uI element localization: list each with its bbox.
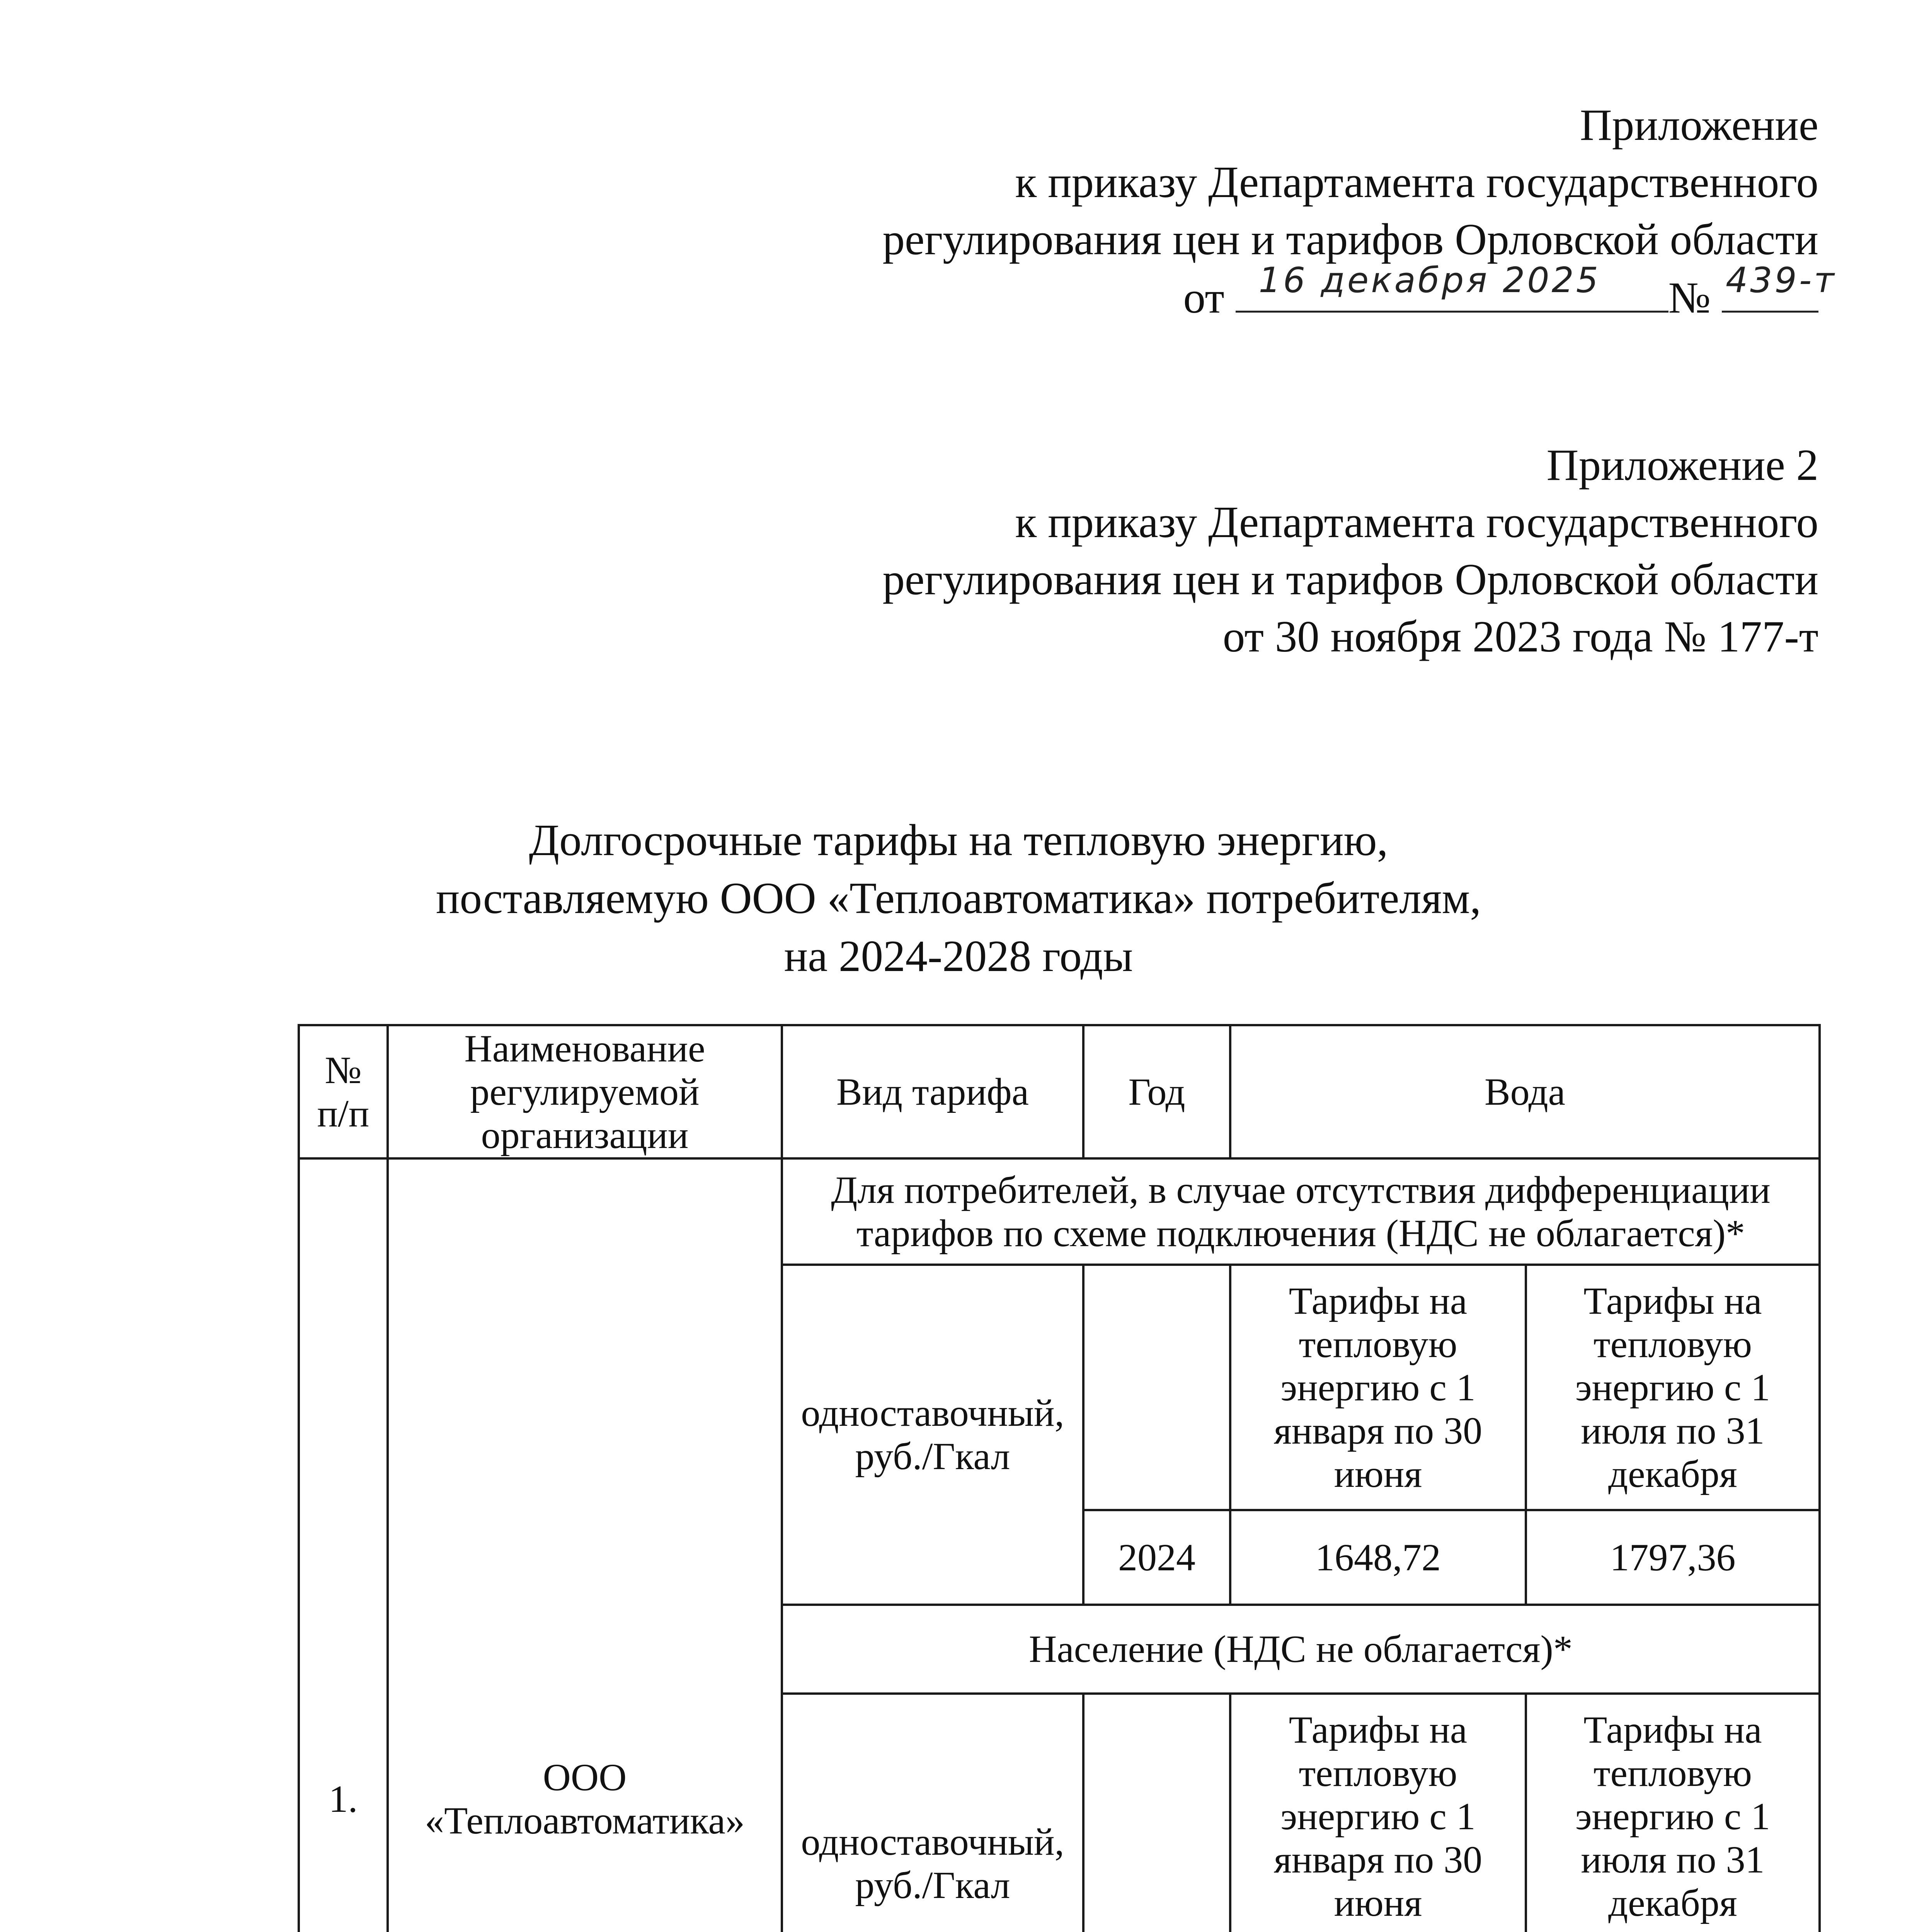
number-signature-line: [1722, 260, 1837, 313]
appendix-line: к приказу Департамента государственного: [1015, 498, 1818, 547]
header-water: Вода: [1230, 1025, 1820, 1158]
tariff-type: одноставочный, руб./Гкал: [782, 1694, 1083, 1932]
section-heading: Для потребителей, в случае отсутствия дифференциации тарифов по схеме подключения (НДС не облагается)*: [782, 1158, 1820, 1265]
tariff-value-2: 1797,36: [1526, 1510, 1820, 1605]
period-1-label: Тарифы на тепловую энергию с 1 января по 30 июня: [1230, 1694, 1526, 1932]
title-line: Долгосрочные тарифы на тепловую энергию,: [529, 816, 1388, 865]
appendix-date-line: [883, 260, 1837, 327]
tariff-table: [298, 1024, 1821, 1932]
appendix-title: Приложение 2: [1546, 440, 1818, 490]
year-value: 2024: [1083, 1510, 1230, 1605]
document-title: [0, 811, 1917, 985]
year-cell-empty: [1083, 1694, 1230, 1932]
date-prefix: от: [1183, 273, 1224, 322]
period-2-label: Тарифы на тепловую энергию с 1 июля по 31 декабря: [1526, 1694, 1820, 1932]
appendix-2-block: [883, 437, 1818, 665]
tariff-value-1: 1648,72: [1230, 1510, 1526, 1605]
title-line: поставляемую ООО «Теплоавтоматика» потребителям,: [436, 874, 1481, 923]
number-sign: №: [1668, 273, 1711, 322]
organization-name: ООО «Теплоавтоматика»: [388, 1158, 782, 1932]
section-heading: Население (НДС не облагается)*: [782, 1605, 1820, 1694]
header-year: Год: [1083, 1025, 1230, 1158]
title-line: на 2024-2028 годы: [784, 932, 1133, 981]
table-header-row: [299, 1025, 1820, 1158]
row-number: 1.: [299, 1158, 388, 1932]
period-1-label: Тарифы на тепловую энергию с 1 января по 30 июня: [1230, 1265, 1526, 1510]
section-heading-row: [299, 1158, 1820, 1265]
appendix-line: регулирования цен и тарифов Орловской области: [882, 215, 1818, 264]
header-num: № п/п: [299, 1025, 388, 1158]
appendix-line: от 30 ноября 2023 года № 177-т: [1222, 612, 1818, 661]
appendix-main-block: [882, 97, 1837, 327]
handwritten-number: 439-т: [1726, 260, 1837, 301]
handwritten-date: 16 декабря 2025: [1258, 260, 1601, 301]
header-type: Вид тарифа: [782, 1025, 1083, 1158]
appendix-line: регулирования цен и тарифов Орловской области: [882, 555, 1818, 604]
period-2-label: Тарифы на тепловую энергию с 1 июля по 31 декабря: [1526, 1265, 1820, 1510]
date-signature-line: [1236, 260, 1668, 313]
appendix-title: Приложение: [1580, 100, 1818, 150]
header-org: Наименование регулируемой организации: [388, 1025, 782, 1158]
appendix-line: к приказу Департамента государственного: [1015, 158, 1818, 207]
year-cell-empty: [1083, 1265, 1230, 1510]
tariff-type: одноставочный, руб./Гкал: [782, 1265, 1083, 1605]
